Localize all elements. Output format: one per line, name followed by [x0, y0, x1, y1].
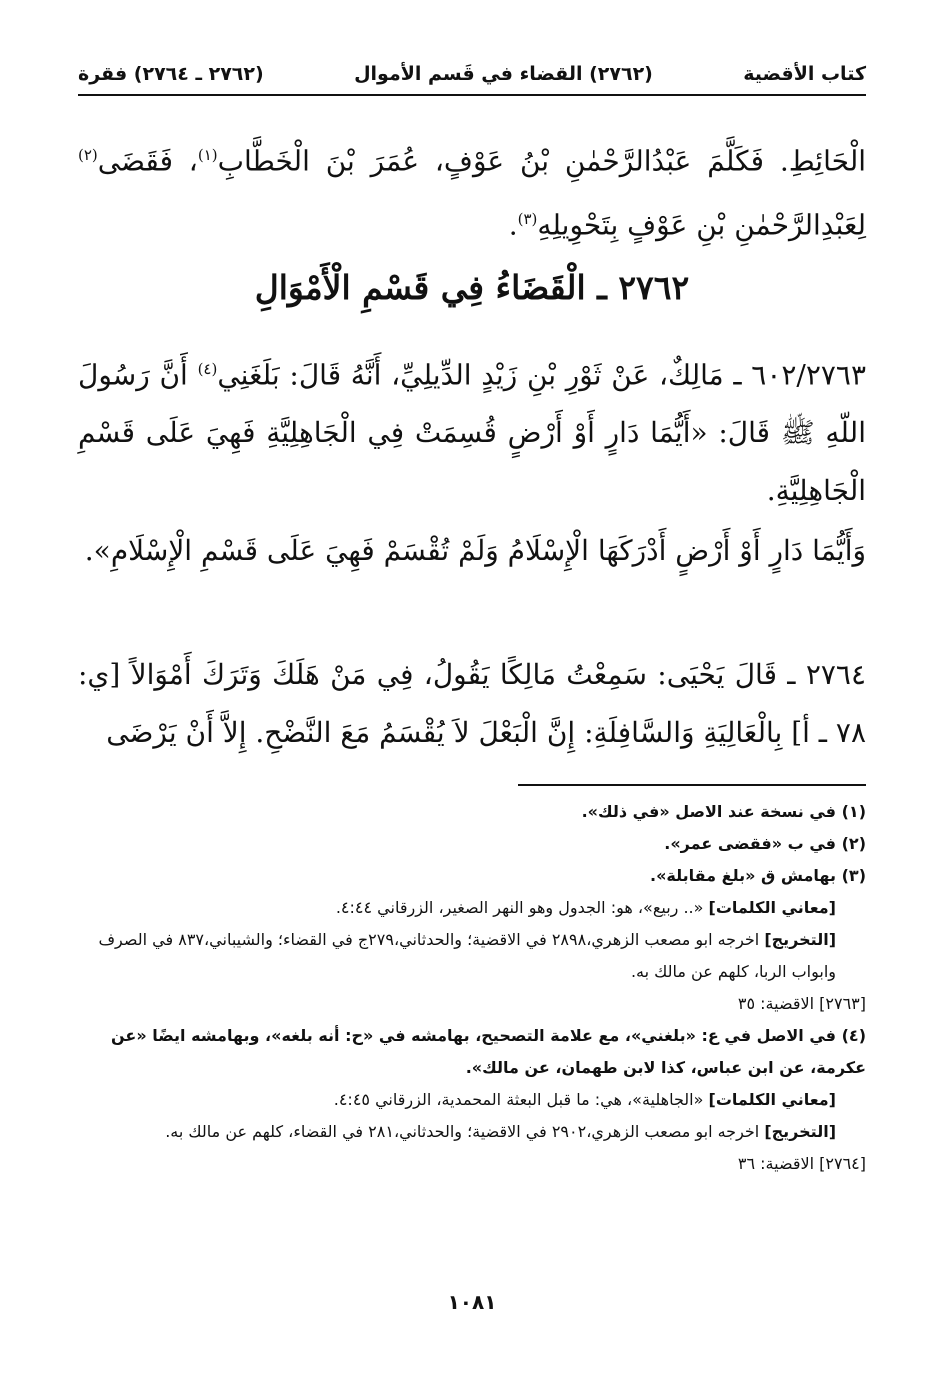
- header-chapter-title: (٢٧٦٢) القضاء في قَسم الأموال: [354, 63, 653, 85]
- footnote-4: [78, 1020, 866, 1084]
- footnote-divider: [518, 784, 866, 786]
- hadith-2763: [78, 340, 866, 520]
- footnote-mark-2[interactable]: (٢): [78, 146, 98, 164]
- footnote-1: [78, 796, 866, 828]
- meanings-label: [معاني الكلمات]: [708, 898, 836, 917]
- footnote-3: [78, 860, 866, 892]
- hadith-2764: [78, 646, 866, 762]
- footnote-mark-1[interactable]: (١): [197, 146, 218, 164]
- meanings-text: «الجاهلية»، هي: ما قبل البعثة المحمدية، الزرقاني ٤:٤٥.: [333, 1090, 704, 1109]
- footnote-mark-3[interactable]: (٣): [517, 210, 538, 229]
- meanings-label: [معاني الكلمات]: [708, 1090, 836, 1109]
- header-paragraph-range: (٢٧٦٢ ـ ٢٧٦٤) فقرة: [78, 63, 264, 85]
- takhrij-text: اخرجه ابو مصعب الزهري،٢٩٠٢ في الاقضية؛ والحدثاني،٢٨١ في القضاء، كلهم عن مالك به.: [165, 1122, 760, 1141]
- footnote-number: (٣): [841, 866, 866, 885]
- hadith-2763-text-a: ٦٠٢/٢٧٦٣ ـ مَالِكٌ، عَنْ ثَوْرِ بْنِ زَيْدٍ الدِّيلِيِّ، أَنَّهُ قَالَ: بَلَغَنِي: [217, 358, 866, 392]
- intro-text-2: لِعَبْدِالرَّحْمٰنِ بْنِ عَوْفٍ بِتَحْوِيلِهِ: [537, 208, 866, 242]
- takhrij-label: [التخريج]: [764, 1122, 836, 1141]
- header-divider: [78, 94, 866, 96]
- reference-2764: [٢٧٦٤] الاقضية: ٣٦: [737, 1154, 866, 1173]
- intro-text-1: الْحَائِطِ. فَكَلَّمَ عَبْدُالرَّحْمٰنِ بْنُ عَوْفٍ، عُمَرَ بْنَ الْخَطَّابِ: [217, 144, 866, 178]
- takhrij-text: اخرجه ابو مصعب الزهري،٢٨٩٨ في الاقضية؛ والحدثاني،٢٧٩ج في القضاء؛ والشيباني،٨٣٧ في الصرف وابواب الربا، كلهم عن مالك به.: [98, 930, 836, 981]
- section-title: ٢٧٦٢ ـ الْقَضَاءُ فِي قَسْمِ الْأَمْوَالِ: [254, 268, 690, 307]
- hadith-2763-continued: وَأَيُّمَا دَارٍ أَوْ أَرْضٍ أَدْرَكَهَا الْإِسْلَامُ وَلَمْ تُقْسَمْ فَهِيَ عَلَى قَسْمِ الْإِسْلَامِ».: [84, 534, 866, 567]
- intro-paragraph: [78, 126, 866, 255]
- footnote-3-takhrij: [78, 924, 866, 988]
- footnote-number: (١): [841, 802, 866, 821]
- meanings-text: «.. ربيع»، هو: الجدول وهو النهر الصغير، الزرقاني ٤:٤٤.: [335, 898, 704, 917]
- footnote-text: في نسخة عند الاصل «في ذلك».: [581, 802, 836, 821]
- footnote-2: [78, 828, 866, 860]
- reference-2763: [٢٧٦٣] الاقضية: ٣٥: [737, 994, 866, 1013]
- footnote-number: (٤): [841, 1026, 866, 1045]
- footnote-text: في الاصل في ع: «بلغني»، مع علامة التصحيح، بهامشه في «ح: أنه بلغه»، وبهامشه ايضًا «عن عكرمة، عن ابن عباس، كذا لابن طهمان، عن مالك».: [111, 1026, 866, 1077]
- takhrij-label: [التخريج]: [764, 930, 836, 949]
- hadith-2763-text-b: أَنَّ رَسُولَ اللّهِ ﷺ قَالَ: «أَيُّمَا دَارٍ أَوْ أَرْضٍ قُسِمَتْ فِي الْجَاهِلِيَّةِ فَهِيَ عَلَى قَسْمِ الْجَاهِلِيَّةِ.: [78, 358, 866, 508]
- running-header: [78, 56, 866, 92]
- page-number: ١٠٨١: [447, 1290, 497, 1314]
- intro-text-1b: ، فَقَضَى: [97, 144, 198, 178]
- footnote-3-meanings: [78, 892, 866, 924]
- hadith-2764-text-b: بِالْعَالِيَةِ وَالسَّافِلَةِ: إِنَّ الْبَعْلَ لاَ يُقْسَمُ مَعَ النَّضْحِ. إِلاَّ أَنْ يَرْضَى: [106, 716, 783, 749]
- footnotes: [78, 796, 866, 1180]
- footnote-4-takhrij: [78, 1116, 866, 1148]
- manuscript-reference: [ي: ٧٨ ـ أ]: [78, 658, 866, 749]
- footnote-4-meanings: [78, 1084, 866, 1116]
- footnote-text: بهامش ق «بلغ مقابلة».: [649, 866, 836, 885]
- footnote-mark-4[interactable]: (٤): [197, 360, 218, 378]
- header-book-title: كتاب الأقضية: [743, 63, 866, 85]
- intro-text-end: .: [508, 208, 518, 242]
- footnote-text: في ب «فقضى عمر».: [664, 834, 836, 853]
- hadith-2764-text-a: ٢٧٦٤ ـ قَالَ يَحْيَى: سَمِعْتُ مَالِكًا يَقُولُ، فِي مَنْ هَلَكَ وَتَرَكَ أَمْوَالاً: [130, 658, 866, 691]
- footnote-number: (٢): [841, 834, 866, 853]
